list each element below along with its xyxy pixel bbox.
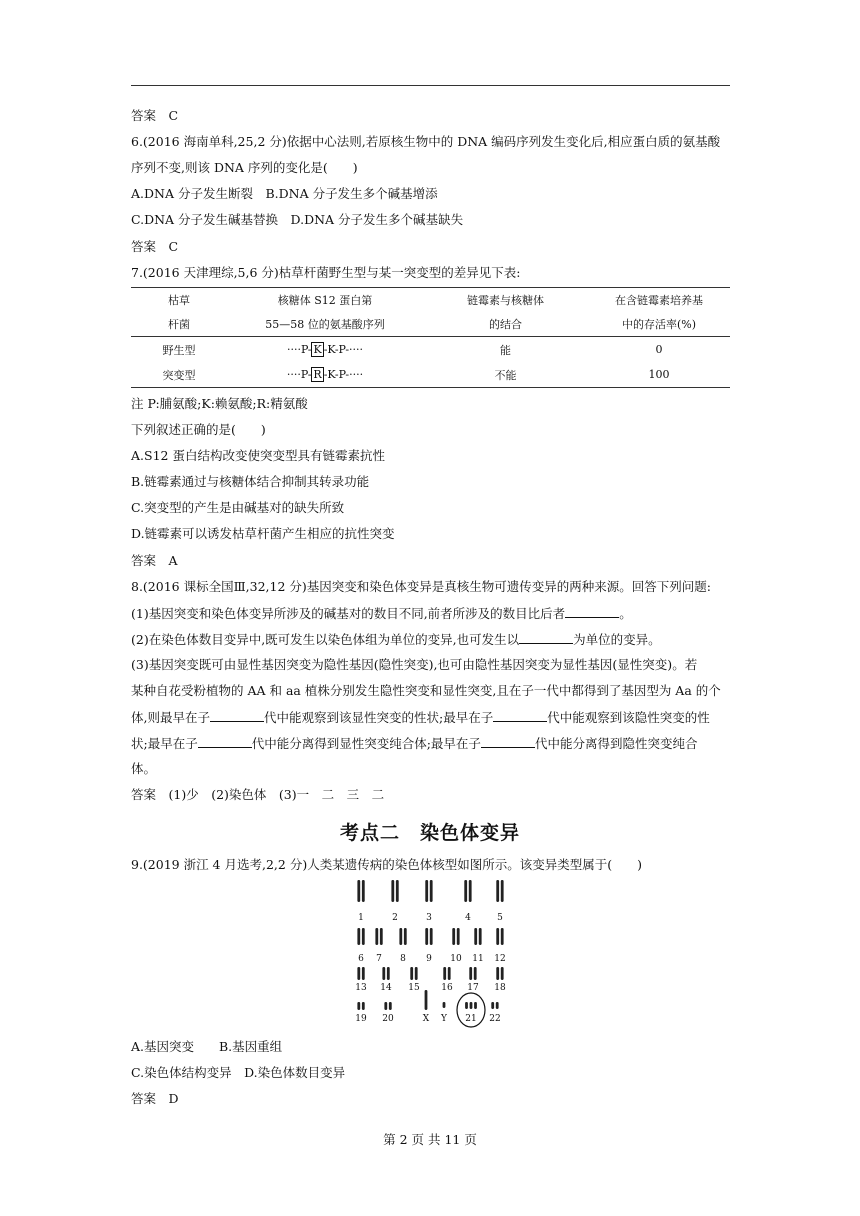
chromosome	[425, 928, 428, 945]
question-7-option-d: D.链霉素可以诱发枯草杆菌产生相应的抗性突变	[131, 526, 395, 541]
question-6-stem: 6.(2016 海南单科,25,2 分)依据中心法则,若原核生物中的 DNA 编码序列发生变化后,相应蛋白质的氨基酸	[131, 134, 721, 149]
answer-blank	[565, 604, 619, 618]
answer-blank	[210, 708, 264, 722]
header-bacterium-1: 枯草	[131, 288, 227, 313]
answer-8: 答案 (1)少 (2)染色体 (3)一 二 三 二	[131, 787, 385, 802]
answer-6: 答案 C	[131, 239, 179, 254]
answer-blank	[481, 734, 535, 748]
chromosome	[470, 1002, 473, 1009]
chromosome	[496, 967, 499, 980]
chromosome-label: 13	[355, 983, 367, 993]
chromosome	[380, 928, 383, 945]
chromosome	[474, 967, 477, 980]
chromosome	[491, 1002, 494, 1009]
answer-7: 答案 A	[131, 553, 178, 568]
header-survival-2: 中的存活率(%)	[621, 318, 697, 331]
question-8-part-3-end: 体。	[131, 761, 157, 776]
chromosome-label: 15	[408, 983, 420, 993]
question-9-stem: 9.(2019 浙江 4 月选考,2,2 分)人类某遗传病的染色体核型如图所示。该变异类型属于( )	[131, 857, 642, 872]
row-mutant-rate: 100	[588, 362, 730, 388]
chromosome	[469, 967, 472, 980]
answer-blank	[519, 630, 573, 644]
answer-blank	[493, 708, 547, 722]
table-row	[131, 362, 730, 388]
row-wild-binding: 能	[423, 337, 588, 363]
chromosome	[357, 880, 360, 902]
row-mutant-name: 突变型	[131, 362, 227, 388]
chromosome-label: 10	[450, 954, 462, 964]
chromosome-label: 20	[382, 1014, 394, 1024]
question-6-stem-cont: 序列不变,则该 DNA 序列的变化是( )	[131, 160, 358, 175]
chromosome	[469, 880, 472, 902]
chromosome-label: 6	[358, 954, 364, 964]
chromosome-label: 21	[465, 1014, 477, 1024]
chromosome-label: Y	[441, 1014, 447, 1024]
chromosome	[457, 928, 460, 945]
chromosome	[430, 928, 433, 945]
question-7-prompt: 下列叙述正确的是( )	[131, 422, 266, 437]
row-mutant-sequence: ····P- R -K-P-····	[227, 362, 423, 388]
chromosome-label: X	[422, 1014, 430, 1024]
chromosome	[391, 880, 394, 902]
question-8-part-2: (2)在染色体数目变异中,既可发生以染色体组为单位的变异,也可发生以 为单位的变异。	[131, 632, 661, 647]
chromosome	[474, 928, 477, 945]
question-7-option-c: C.突变型的产生是由碱基对的缺失所致	[131, 500, 345, 515]
question-8-part-3-cont2: 体,则最早在子 代中能观察到该显性突变的性状;最早在子 代中能观察到该隐性突变的性	[131, 710, 710, 725]
chromosome	[362, 928, 365, 945]
chromosome-label: 17	[467, 983, 479, 993]
chromosome	[452, 928, 455, 945]
row-wild-rate: 0	[588, 337, 730, 363]
question-8-stem: 8.(2016 课标全国Ⅲ,32,12 分)基因突变和染色体变异是真核生物可遗传变异的两种来源。回答下列问题:	[131, 579, 711, 594]
chromosome	[465, 1002, 468, 1009]
header-bacterium-2: 杆菌	[168, 318, 190, 331]
comparison-table	[131, 287, 730, 388]
chromosome	[357, 1002, 360, 1010]
chromosome-label: 3	[426, 913, 432, 923]
chromosome	[443, 967, 446, 980]
chromosome	[399, 928, 402, 945]
page-footer: 第 2 页 共 11 页	[383, 1132, 477, 1147]
question-7-stem: 7.(2016 天津理综,5,6 分)枯草杆菌野生型与某一突变型的差异见下表:	[131, 265, 521, 280]
chromosome	[389, 1002, 392, 1010]
chromosome	[357, 967, 360, 980]
chromosome	[410, 967, 413, 980]
answer-5: 答案 C	[131, 108, 179, 123]
chromosome	[357, 928, 360, 945]
question-6-options-ab: A.DNA 分子发生断裂 B.DNA 分子发生多个碱基增添	[131, 186, 438, 201]
question-8-part-3: (3)基因突变既可由显性基因突变为隐性基因(隐性突变),也可由隐性基因突变为显性基因(显性突变)。若	[131, 657, 698, 672]
chromosome	[362, 1002, 365, 1010]
question-8-part-3-cont: 某种自花受粉植物的 AA 和 aa 植株分别发生隐性突变和显性突变,且在子一代中都得到了基因型为 Aa 的个	[131, 683, 721, 698]
chromosome	[496, 1002, 499, 1009]
chromosome	[415, 967, 418, 980]
chromosome-label: 22	[489, 1014, 501, 1024]
chromosome	[430, 880, 433, 902]
chromosome	[496, 928, 499, 945]
row-mutant-binding: 不能	[423, 362, 588, 388]
answer-blank	[198, 734, 252, 748]
chromosome-label: 4	[465, 913, 471, 923]
header-sequence-1: 核糖体 S12 蛋白第	[227, 288, 423, 313]
chromosome-label: 11	[472, 954, 484, 964]
table-note: 注 P:脯氨酸;K:赖氨酸;R:精氨酸	[131, 396, 308, 411]
karyotype-figure	[340, 878, 525, 1028]
question-8-part-1: (1)基因突变和染色体变异所涉及的碱基对的数目不同,前者所涉及的数目比后者 。	[131, 606, 632, 621]
chromosome-label: 19	[355, 1014, 367, 1024]
header-binding-2: 的结合	[489, 318, 522, 331]
chromosome	[448, 967, 451, 980]
chromosome	[382, 967, 385, 980]
chromosome	[396, 880, 399, 902]
chromosome-label: 1	[358, 913, 364, 923]
boxed-residue: K	[313, 343, 322, 356]
chromosome-label: 5	[497, 913, 503, 923]
chromosome-label: 9	[426, 954, 432, 964]
header-survival-1: 在含链霉素培养基	[588, 288, 730, 313]
answer-9: 答案 D	[131, 1091, 179, 1106]
chromosome	[384, 1002, 387, 1010]
chromosome	[501, 967, 504, 980]
chromosome-label: 16	[441, 983, 453, 993]
chromosome	[425, 990, 428, 1010]
section-title: 考点二 染色体变异	[339, 822, 520, 844]
chromosome	[474, 1002, 477, 1009]
question-7-option-a: A.S12 蛋白结构改变使突变型具有链霉素抗性	[131, 448, 385, 463]
row-wild-name: 野生型	[131, 337, 227, 363]
chromosome	[362, 880, 365, 902]
chromosome	[479, 928, 482, 945]
chromosome	[375, 928, 378, 945]
question-9-options-cd: C.染色体结构变异 D.染色体数目变异	[131, 1065, 346, 1080]
chromosome-label: 14	[380, 983, 392, 993]
chromosome	[501, 880, 504, 902]
chromosome	[464, 880, 467, 902]
question-6-options-cd: C.DNA 分子发生碱基替换 D.DNA 分子发生多个碱基缺失	[131, 212, 464, 227]
question-9-options-ab: A.基因突变 B.基因重组	[131, 1039, 283, 1054]
chromosome	[404, 928, 407, 945]
chromosome-label: 2	[392, 913, 398, 923]
chromosome-label: 12	[494, 954, 506, 964]
header-sequence-2: 55—58 位的氨基酸序列	[265, 318, 385, 331]
chromosome	[362, 967, 365, 980]
question-7-option-b: B.链霉素通过与核糖体结合抑制其转录功能	[131, 474, 370, 489]
chromosome	[425, 880, 428, 902]
chromosome	[387, 967, 390, 980]
question-8-part-3-cont3: 状;最早在子 代中能分离得到显性突变纯合体;最早在子 代中能分离得到隐性突变纯合	[131, 736, 698, 751]
table-row	[131, 337, 730, 363]
header-binding-1: 链霉素与核糖体	[423, 288, 588, 313]
row-wild-sequence: ····P- K -K-P-····	[227, 337, 423, 363]
chromosome	[496, 880, 499, 902]
boxed-residue: R	[313, 368, 322, 381]
chromosome	[443, 1002, 446, 1008]
header-rule	[131, 85, 730, 86]
chromosome-label: 8	[400, 954, 406, 964]
chromosome	[501, 928, 504, 945]
chromosome-label: 18	[494, 983, 506, 993]
chromosome-label: 7	[376, 954, 382, 964]
